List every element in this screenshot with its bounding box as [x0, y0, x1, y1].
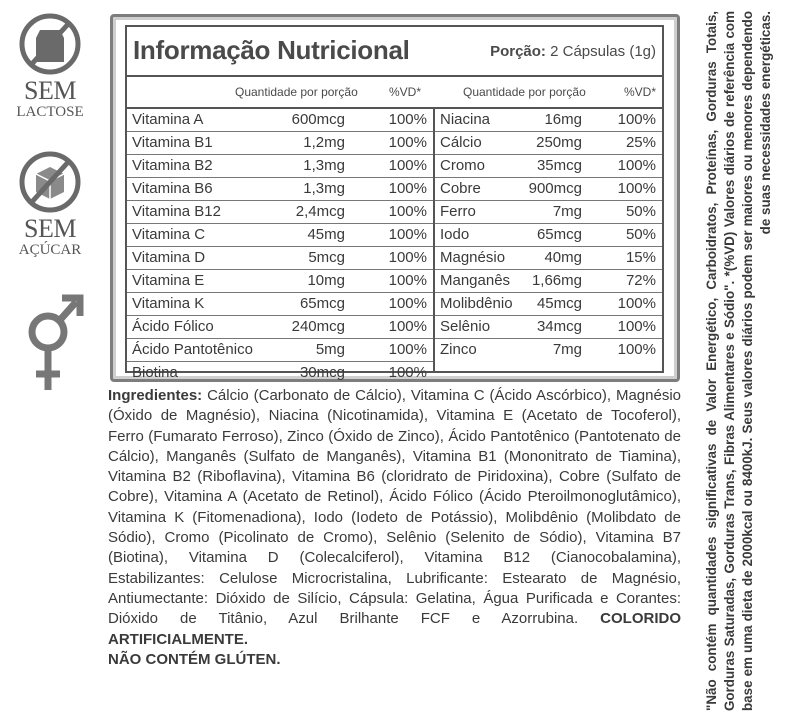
nutrient-quantity: 240mcg — [291, 318, 345, 335]
nutrient-row — [435, 178, 662, 201]
nutrient-name: Vitamina B2 — [132, 157, 213, 174]
nutrient-name: Vitamina B1 — [132, 134, 213, 151]
nutrient-row — [435, 247, 662, 270]
nutrient-quantity: 30mcg — [299, 364, 345, 381]
nutrient-quantity: 900mcg — [528, 180, 582, 197]
nutrient-name: Vitamina C — [132, 226, 206, 243]
right-nutrient-column — [435, 109, 662, 361]
nutrient-vd: 100% — [388, 180, 427, 197]
nutrient-name: Selênio — [440, 318, 491, 335]
side-note-line2: *(%VD) Valores diários de referência com base em uma dieta de 2000kcal ou 8400kJ. Seus valores diários podem ser maiores ou menores dependendo de suas necessidades energéticas. — [722, 11, 773, 711]
no-sugar-line2: AÇÚCAR — [18, 242, 82, 258]
nutrient-vd: 100% — [388, 157, 427, 174]
side-note-text — [703, 11, 775, 711]
nutrient-name: Biotina — [132, 364, 178, 381]
right-header-vd: %VD* — [624, 85, 657, 99]
nutrient-row — [127, 270, 433, 293]
nutrient-row — [435, 201, 662, 224]
title-rule — [127, 75, 662, 77]
nutrient-vd: 100% — [388, 111, 427, 128]
nutrient-row — [127, 316, 433, 339]
nutrient-name: Magnésio — [440, 249, 506, 266]
nutrient-name: Vitamina K — [132, 295, 205, 312]
nutrient-row — [435, 316, 662, 339]
nutrient-vd: 72% — [625, 272, 656, 289]
no-sugar-line1: SEM — [24, 214, 76, 243]
nutrient-row — [435, 270, 662, 293]
nutrient-quantity: 1,3mg — [303, 157, 345, 174]
nutrient-quantity: 250mg — [536, 134, 582, 151]
nutrient-name: Vitamina E — [132, 272, 205, 289]
nutrient-name: Iodo — [440, 226, 470, 243]
left-nutrient-column — [127, 109, 433, 384]
nutrient-vd: 100% — [388, 134, 427, 151]
nutrient-vd: 100% — [388, 318, 427, 335]
nutrition-panel — [110, 14, 680, 382]
ingredients-label: Ingredientes: — [108, 387, 203, 404]
nutrient-vd: 100% — [617, 295, 656, 312]
nutrient-quantity: 35mcg — [536, 157, 582, 174]
nutrient-row — [127, 155, 433, 178]
gluten-notice: NÃO CONTÉM GLÚTEN. — [108, 650, 281, 668]
nutrient-quantity: 45mcg — [536, 295, 582, 312]
nutrient-name: Vitamina B6 — [132, 180, 213, 197]
nutrient-name: Cobre — [440, 180, 481, 197]
nutrient-quantity: 34mcg — [536, 318, 582, 335]
nutrient-name: Ácido Fólico — [132, 318, 214, 335]
nutrient-name: Vitamina B12 — [132, 203, 221, 220]
nutrient-quantity: 5mcg — [308, 249, 345, 266]
side-note-line1: "Não contém quantidades significativas de Valor Energético, Carboidratos, Proteínas, Gorduras Totais, Gorduras Saturadas, Gorduras Trans, Fibras Alimentares e Sódio". — [704, 11, 737, 711]
nutrient-quantity: 7mg — [552, 203, 582, 220]
nutrient-quantity: 2,4mcg — [295, 203, 345, 220]
nutrient-row — [435, 339, 662, 361]
nutrient-row — [435, 109, 662, 132]
nutrient-quantity: 65mcg — [299, 295, 345, 312]
nutrient-vd: 100% — [388, 364, 427, 381]
nutrient-row — [435, 293, 662, 316]
portion — [490, 43, 656, 60]
panel-title: Informação Nutricional — [133, 35, 410, 65]
nutrient-quantity: 1,2mg — [303, 134, 345, 151]
nutrient-vd: 100% — [388, 249, 427, 266]
nutrient-name: Ácido Pantotênico — [132, 341, 253, 358]
nutrient-vd: 50% — [625, 226, 656, 243]
nutrient-name: Niacina — [440, 111, 491, 128]
ingredients-list: Cálcio (Carbonato de Cálcio), Vitamina C (Ácido Ascórbico), Magnésio (Óxido de Magnésio), Niacina (Nicotinamida), Vitamina E (Acetato de Tocoferol), Ferro (Fumarato Ferroso), Zinco (Óxido de Zinco), Ácido Pantotênico (Pantotenato de Cálcio), Manganês (Sulfato de Manganês), Vitamina B1 (Mononitrato de Tiamina), Vitamina B2 (Riboflavina), Vitamina B6 (cloridrato de Piridoxina), Cobre (Sulfato de Cobre), Vitamina A (Acetato de Retinol), Ácido Fólico (Ácido Pteroilmonoglutâmico), Vitamina K (Fitomenadiona), Iodo (Iodeto de Potássio), Molibdênio (Molibdato de Sódio), Cromo (Picolinato de Cromo), Selênio (Selenito de Sódio), Vitamina B7 (Biotina), Vitamina D (Colecalciferol), Vitamina B12 (Cianocobalamina), Estabilizantes: Celulose Microcristalina, Lubrificante: Estearato de Magnésio, Antiumectante: Dióxido de Silício, Cápsula: Gelatina, Água Purificada e Corantes: Dióxido de Titânio, Azul Brilhante FCF e Azorrubina. — [108, 387, 681, 628]
nutrient-name: Ferro — [440, 203, 476, 220]
nutrient-quantity: 65mcg — [536, 226, 582, 243]
nutrient-name: Vitamina D — [132, 249, 206, 266]
nutrient-row — [127, 339, 433, 362]
nutrient-vd: 100% — [388, 272, 427, 289]
nutrient-name: Cálcio — [440, 134, 482, 151]
nutrient-quantity: 16mg — [544, 111, 582, 128]
nutrition-table — [125, 25, 664, 381]
nutrient-row — [127, 132, 433, 155]
no-sugar-icon — [18, 148, 82, 216]
nutrient-row — [127, 224, 433, 247]
portion-label: Porção: — [490, 43, 546, 60]
nutrient-vd: 100% — [617, 111, 656, 128]
nutrient-row — [127, 362, 433, 384]
nutrient-vd: 50% — [625, 203, 656, 220]
nutrient-quantity: 45mg — [307, 226, 345, 243]
nutrient-row — [127, 109, 433, 132]
portion-value: 2 Cápsulas (1g) — [550, 43, 656, 60]
nutrient-quantity: 600mcg — [291, 111, 345, 128]
ingredients-text — [108, 386, 681, 670]
no-lactose-badge — [8, 10, 92, 120]
nutrient-quantity: 1,3mg — [303, 180, 345, 197]
nutrient-vd: 15% — [625, 249, 656, 266]
side-note — [678, 0, 800, 722]
nutrient-name: Molibdênio — [440, 295, 513, 312]
nutrient-quantity: 40mg — [544, 249, 582, 266]
nutrient-name: Manganês — [440, 272, 511, 289]
no-lactose-icon — [18, 10, 82, 78]
nutrient-name: Cromo — [440, 157, 486, 174]
no-lactose-line2: LACTOSE — [16, 104, 84, 120]
no-lactose-line1: SEM — [24, 76, 76, 105]
nutrient-vd: 100% — [388, 341, 427, 358]
nutrient-vd: 100% — [388, 295, 427, 312]
nutrient-name: Vitamina A — [132, 111, 204, 128]
nutrient-name: Zinco — [440, 341, 477, 358]
colorido-notice: COLORIDO ARTIFICIALMENTE. — [108, 610, 681, 648]
nutrient-row — [127, 178, 433, 201]
nutrient-quantity: 10mg — [307, 272, 345, 289]
nutrient-row — [435, 132, 662, 155]
nutrient-quantity: 1,66mg — [531, 272, 582, 289]
nutrient-vd: 100% — [617, 341, 656, 358]
nutrient-vd: 100% — [617, 180, 656, 197]
nutrient-quantity: 5mg — [315, 341, 345, 358]
nutrient-row — [127, 247, 433, 270]
no-sugar-badge — [8, 148, 92, 258]
right-header-qty: Quantidade por porção — [463, 85, 586, 99]
male-female-icon — [20, 290, 86, 400]
nutrient-row — [127, 293, 433, 316]
nutrient-vd: 100% — [388, 226, 427, 243]
nutrient-vd: 100% — [617, 157, 656, 174]
nutrient-vd: 25% — [625, 134, 656, 151]
badges-column — [0, 0, 100, 722]
nutrient-row — [127, 201, 433, 224]
nutrient-quantity: 7mg — [552, 341, 582, 358]
nutrient-row — [435, 155, 662, 178]
left-header-vd: %VD* — [389, 85, 422, 99]
left-header-qty: Quantidade por porção — [235, 85, 358, 99]
nutrient-row — [435, 224, 662, 247]
nutrient-vd: 100% — [388, 203, 427, 220]
nutrient-vd: 100% — [617, 318, 656, 335]
